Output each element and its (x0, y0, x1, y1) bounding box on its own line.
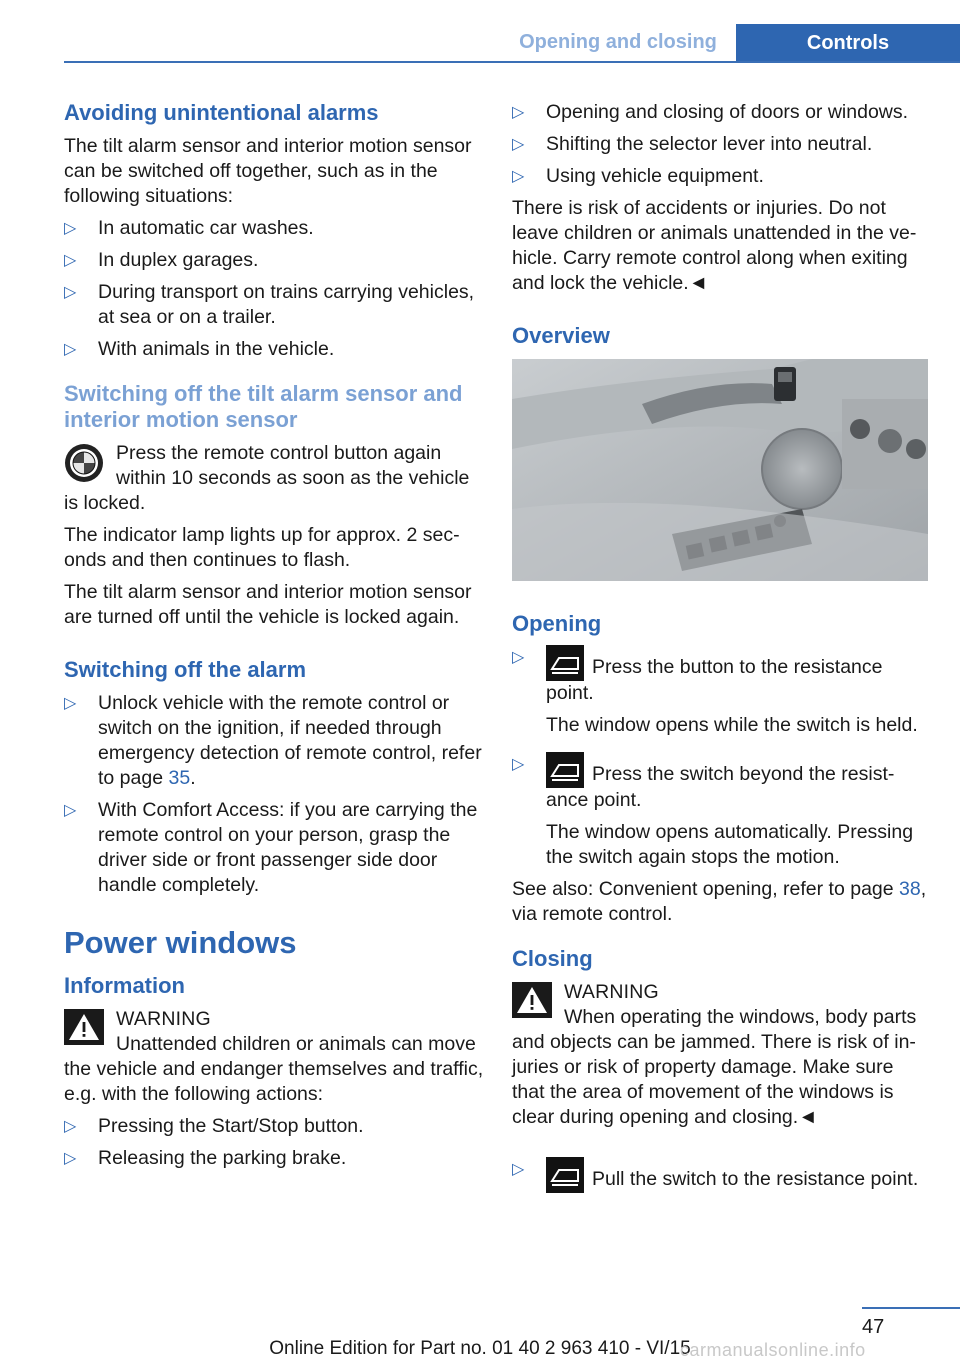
page-number: 47 (862, 1316, 885, 1338)
bullet-triangle-icon: ▷ (64, 220, 77, 237)
edition-footer: Online Edition for Part no. 01 40 2 963 410 - VI/15 (269, 1338, 691, 1359)
running-header-section: Opening and closing (519, 31, 717, 53)
risk-paragraph: There is risk of accidents or injuries. Do not leave children or animals unattended in the vehicle. Carry remote control along when exiting and lock the vehicle.◄ (512, 197, 917, 294)
avoiding-intro: The tilt alarm sensor and interior motion sensor can be switched off together, such as in the following situations: (64, 135, 472, 207)
list-item: ▷ Unlock vehicle with the remote control or switch on the ignition, if needed through emergency detection of remote control, refer to page 35. (64, 692, 482, 789)
bullet-triangle-icon: ▷ (64, 284, 77, 301)
heading-switch-off-alarm: Switching off the alarm (64, 657, 307, 682)
indicator-paragraph: The indicator lamp lights up for approx. 2 seconds and then continues to flash. (64, 524, 460, 571)
warning-icon (64, 1009, 104, 1045)
closing-warning-block (512, 980, 930, 1130)
left-column (64, 100, 484, 1178)
window-switch-icon (546, 1157, 584, 1193)
opening-list (512, 645, 930, 870)
warning-title: WARNING (564, 981, 659, 1003)
bullet-triangle-icon: ▷ (64, 252, 77, 269)
bullet-triangle-icon: ▷ (512, 136, 525, 153)
list-item: ▷ Pull the switch to the resistance point. (512, 1157, 930, 1193)
running-header-chapter: Controls (736, 24, 960, 62)
warning-icon (512, 982, 552, 1018)
bullet-triangle-icon: ▷ (512, 649, 525, 666)
remote-button-paragraph: Press the remote control button again within 10 seconds as soon as the vehicle is locked. (64, 442, 470, 514)
page-link-38[interactable]: 38 (899, 878, 921, 900)
list-item: ▷ During transport on trains carrying vehicles, at sea or on a trailer. (64, 281, 475, 328)
bullet-triangle-icon: ▷ (64, 1150, 77, 1167)
opening-item1-sub: The window opens while the switch is held. (546, 714, 918, 736)
heading-opening: Opening (512, 611, 602, 636)
footer-rule (862, 1307, 960, 1309)
bullet-triangle-icon: ▷ (512, 1161, 525, 1178)
window-switch-icon (546, 752, 584, 788)
list-item: ▷ Press the switch beyond the resistance point. The window opens automatically. Pressing the switch again stops the motion. (512, 752, 930, 870)
bullet-triangle-icon: ▷ (512, 168, 525, 185)
list-item: ▷ Press the button to the resistance point. The window opens while the switch is held. (512, 645, 930, 738)
header-rule (64, 61, 960, 63)
window-switch-icon (546, 645, 584, 681)
heading-closing: Closing (512, 946, 593, 971)
list-item: ▷ Opening and closing of doors or windows. (512, 101, 909, 123)
watermark: carmanualsonline.info (680, 1340, 866, 1360)
turned-off-paragraph: The tilt alarm sensor and interior motion sensor are turned off until the vehicle is locked again. (64, 581, 472, 628)
warning-title: WARNING (116, 1008, 211, 1030)
bullet-triangle-icon: ▷ (512, 104, 525, 121)
door-panel-photo (512, 359, 928, 581)
heading-switch-off-tilt: Switching off the tilt alarm sensor and interior motion sensor (64, 381, 463, 432)
bullet-triangle-icon: ▷ (64, 1118, 77, 1135)
remote-key-icon (64, 443, 104, 483)
opening-item2-sub: The window opens automatically. Pressing the switch again stops the motion. (546, 821, 914, 868)
list-item: ▷ With Comfort Access: if you are carrying the remote control on your person, grasp the driver side or front passenger side door handle completely. (64, 799, 478, 896)
avoiding-list (64, 216, 484, 362)
list-item: ▷ Pressing the Start/Stop button. (64, 1115, 364, 1137)
page-link-35[interactable]: 35 (168, 767, 191, 789)
closing-list (512, 1157, 930, 1193)
heading-overview: Overview (512, 323, 610, 348)
power-actions-list (64, 1114, 484, 1171)
list-item: ▷ Using vehicle equipment. (512, 165, 764, 187)
switch-alarm-list (64, 691, 484, 898)
actions-continued-list (512, 100, 930, 189)
list-item: ▷ Shifting the selector lever into neutral. (512, 133, 873, 155)
warning-block (64, 1007, 484, 1107)
heading-avoiding-alarms: Avoiding unintentional alarms (64, 100, 379, 125)
bullet-triangle-icon: ▷ (64, 802, 77, 819)
heading-information: Information (64, 973, 185, 998)
bullet-triangle-icon: ▷ (64, 341, 77, 358)
heading-power-windows: Power windows (64, 925, 297, 960)
right-column (512, 100, 930, 1200)
warning-text: When operating the windows, body parts and objects can be jammed. There is risk of injuries or risk of property damage. Make sure that the area of movement of the windows is clear during opening and closing.◄ (512, 1006, 917, 1128)
warning-text: Unattended children or animals can move the vehicle and endanger themselves and traffic, e.g. with the following actions: (64, 1033, 484, 1105)
list-item: ▷ In duplex garages. (64, 249, 259, 271)
list-item: ▷ With animals in the vehicle. (64, 338, 335, 360)
see-also-paragraph: See also: Convenient opening, refer to page 38, via remote control. (512, 878, 927, 925)
list-item: ▷ Releasing the parking brake. (64, 1147, 347, 1169)
list-item: ▷ In automatic car washes. (64, 217, 314, 239)
bullet-triangle-icon: ▷ (512, 756, 525, 773)
bullet-triangle-icon: ▷ (64, 695, 77, 712)
